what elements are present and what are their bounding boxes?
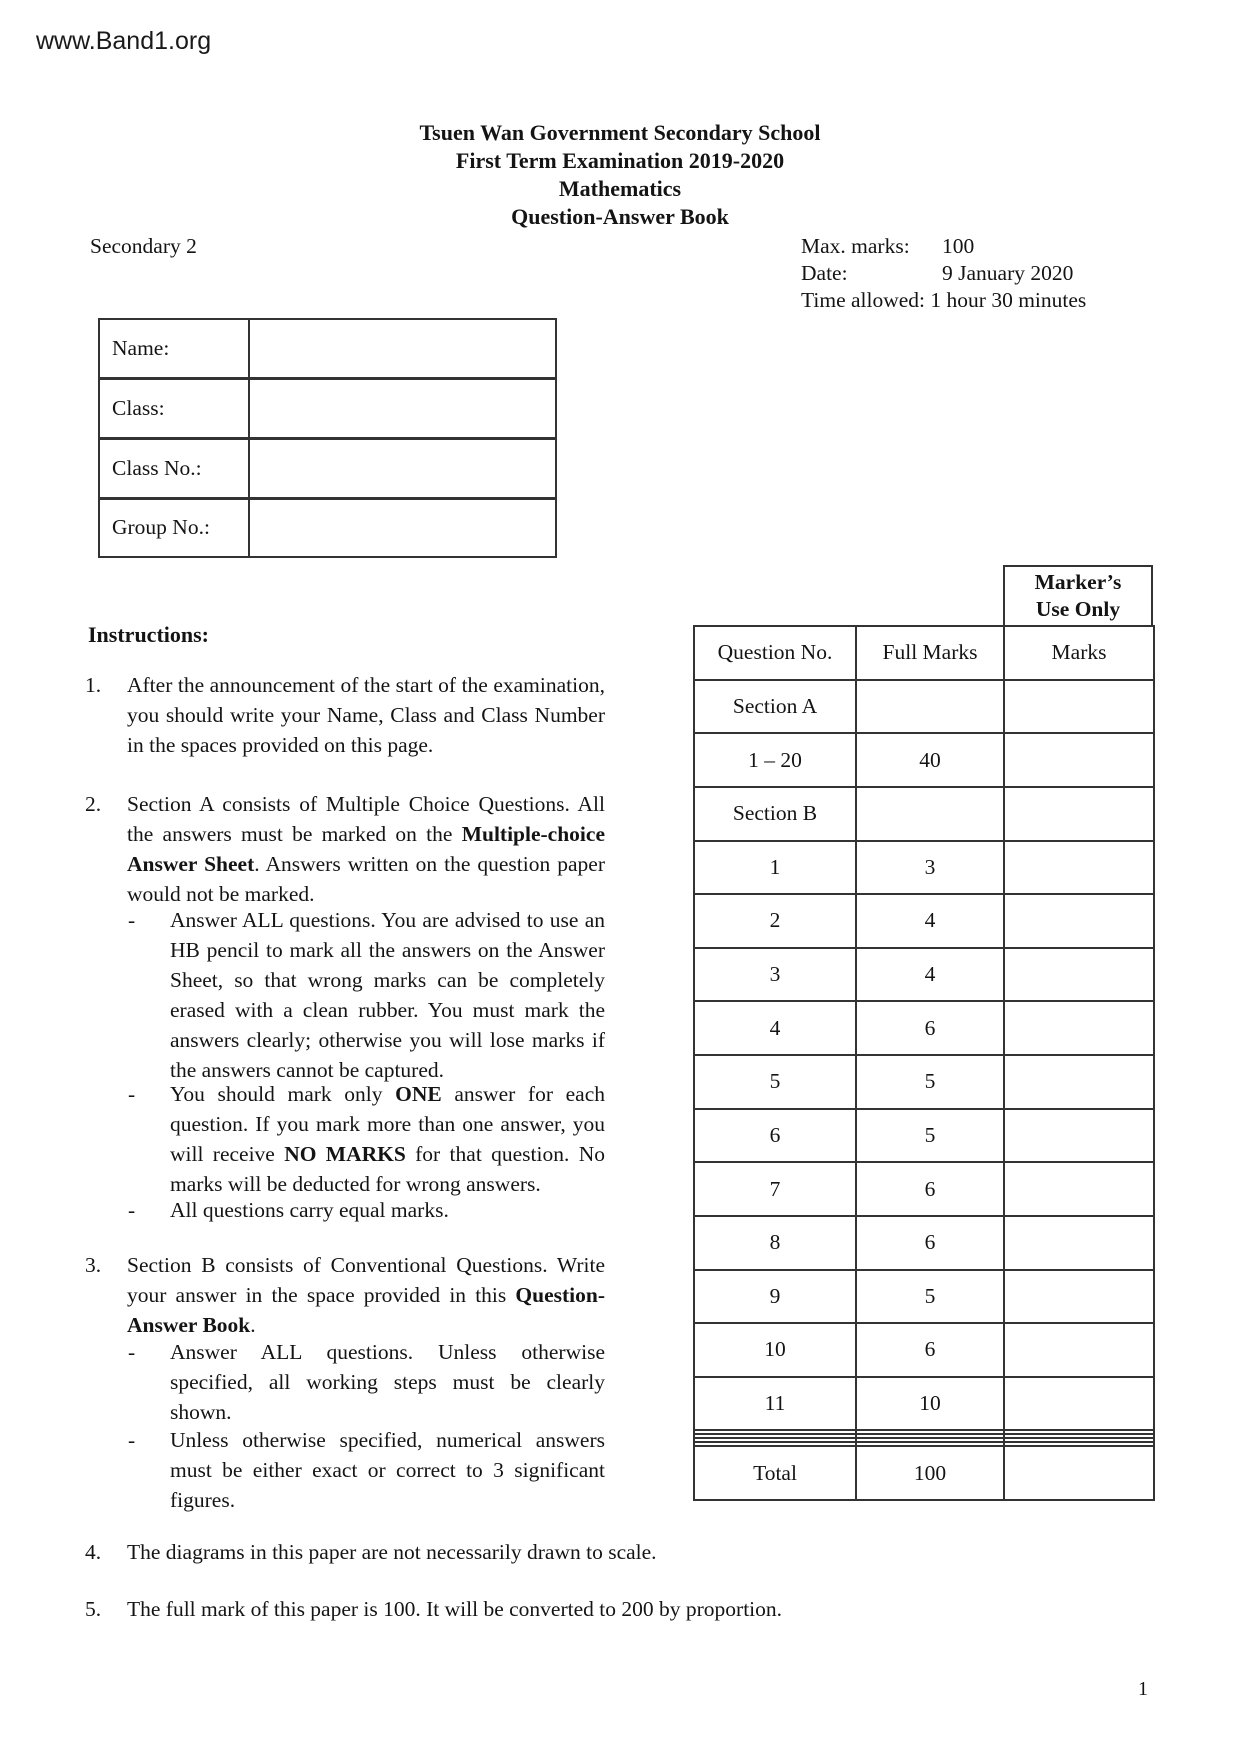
q-cell: 1 – 20 (694, 733, 856, 787)
full-cell: 6 (856, 1001, 1004, 1055)
marks-cell (1004, 1216, 1154, 1270)
full-cell: 10 (856, 1377, 1004, 1431)
marks-header-row (694, 626, 1154, 680)
q-cell: 8 (694, 1216, 856, 1270)
item-text (127, 1250, 605, 1340)
item-text (127, 789, 605, 909)
marks-row (694, 1377, 1154, 1431)
full-cell: 6 (856, 1216, 1004, 1270)
name-label: Name: (99, 319, 249, 378)
max-marks-row (801, 233, 1086, 260)
marks-cell (1004, 680, 1154, 734)
marks-cell (1004, 733, 1154, 787)
class-no-field (249, 438, 556, 498)
q-cell: 3 (694, 948, 856, 1002)
full-cell: 40 (856, 733, 1004, 787)
student-info-row-class (99, 378, 556, 438)
marks-row-total (694, 1446, 1154, 1500)
student-info-table (98, 318, 557, 558)
q-cell: 9 (694, 1270, 856, 1324)
header-marks: Marks (1004, 626, 1154, 680)
full-cell: 3 (856, 841, 1004, 895)
instructions-heading: Instructions: (88, 622, 210, 647)
date-label: Date: (801, 261, 848, 285)
marks-row (694, 1055, 1154, 1109)
marks-row (694, 1216, 1154, 1270)
bullet-text-run: All questions carry equal marks. (170, 1198, 449, 1222)
q-cell: Total (694, 1446, 856, 1500)
full-cell (856, 680, 1004, 734)
instruction-item-2 (85, 789, 605, 909)
marks-cell (1004, 948, 1154, 1002)
q-cell: 6 (694, 1109, 856, 1163)
student-info-row-class-no (99, 438, 556, 498)
instruction-bullet (128, 905, 605, 1085)
subject-title: Mathematics (558, 176, 682, 201)
exam-title: First Term Examination 2019-2020 (455, 148, 785, 173)
book-title: Question-Answer Book (511, 204, 729, 229)
bullet-text (170, 905, 605, 1085)
q-cell: 10 (694, 1323, 856, 1377)
item-text-run: The full mark of this paper is 100. It will be converted to 200 by proportion. (127, 1597, 783, 1621)
full-cell: 4 (856, 894, 1004, 948)
marks-row-section-b (694, 787, 1154, 841)
bullet-text-bold-run: ONE (395, 1082, 442, 1106)
header-question-no: Question No. (694, 626, 856, 680)
bullet-text (170, 1425, 605, 1515)
item-text (127, 670, 605, 760)
marks-row-section-a (694, 680, 1154, 734)
instruction-bullet (128, 1425, 605, 1515)
marks-row (694, 841, 1154, 895)
time-allowed-label: Time allowed: (801, 288, 926, 312)
q-cell: 4 (694, 1001, 856, 1055)
bullet-text (170, 1195, 605, 1225)
instruction-item-5 (85, 1594, 782, 1624)
full-cell: 6 (856, 1162, 1004, 1216)
marks-cell (1004, 1109, 1154, 1163)
time-allowed-row (801, 287, 1086, 314)
bullet-text-run: Answer ALL questions. Unless otherwise specified, all working steps must be clearly shown. (170, 1340, 605, 1424)
class-no-label: Class No.: (99, 438, 249, 498)
bullet-text-run: Unless otherwise specified, numerical answers must be either exact or correct to 3 significant figures. (170, 1428, 605, 1512)
marks-row (694, 1162, 1154, 1216)
student-info-row-group-no (99, 498, 556, 557)
marks-cell (1004, 1055, 1154, 1109)
item-text-bold-run: Multiple-choice Answer Sheet (127, 822, 605, 876)
max-marks-label: Max. marks: (801, 234, 910, 258)
instruction-bullet (128, 1337, 605, 1427)
marks-row (694, 1270, 1154, 1324)
marks-cell (1004, 894, 1154, 948)
bullet-text-bold-run: NO MARKS (284, 1142, 406, 1166)
date-row (801, 260, 1086, 287)
item-text-run: Section B consists of Conventional Questions. Write your answer in the space provided in this (127, 1253, 605, 1307)
marks-cell (1004, 1162, 1154, 1216)
item-text (127, 1537, 657, 1567)
bullet-text-run: for that question. No marks will be deducted for wrong answers. (170, 1142, 605, 1196)
item-text-run: The diagrams in this paper are not necessarily drawn to scale. (127, 1540, 657, 1564)
full-cell: 100 (856, 1446, 1004, 1500)
marks-table (693, 625, 1155, 1501)
q-cell: 1 (694, 841, 856, 895)
item-number: 3. (85, 1253, 102, 1277)
marks-cell (1004, 1270, 1154, 1324)
full-cell: 4 (856, 948, 1004, 1002)
time-allowed-value: 1 hour 30 minutes (930, 288, 1087, 312)
item-number: 5. (85, 1597, 102, 1621)
marks-row (694, 1323, 1154, 1377)
marks-row (694, 1001, 1154, 1055)
q-cell: Section A (694, 680, 856, 734)
group-no-label: Group No.: (99, 498, 249, 557)
q-cell: 7 (694, 1162, 856, 1216)
exam-info-block (801, 233, 1086, 314)
full-cell: 5 (856, 1270, 1004, 1324)
marks-cell (1004, 787, 1154, 841)
markers-use-only-line1: Marker’s (1034, 570, 1122, 594)
item-text-run: . (250, 1313, 256, 1337)
bullet-text-run: You should mark only (170, 1082, 396, 1106)
item-number: 2. (85, 792, 102, 816)
full-cell (856, 787, 1004, 841)
instruction-item-1 (85, 670, 605, 760)
name-field (249, 319, 556, 378)
marks-cell (1004, 1446, 1154, 1500)
bullet-dash: - (128, 908, 136, 932)
school-name: Tsuen Wan Government Secondary School (419, 120, 821, 145)
q-cell: 11 (694, 1377, 856, 1431)
bullet-dash: - (128, 1198, 136, 1222)
bullet-text (170, 1337, 605, 1427)
bullet-text (170, 1079, 605, 1199)
instruction-item-3 (85, 1250, 605, 1340)
class-label: Class: (99, 378, 249, 438)
bullet-text-run: Answer ALL questions. You are advised to use an HB pencil to mark all the answers on the Answer Sheet, so that wrong marks can be completely erased with a clean rubber. You must mark the answers clearly; otherwise you will lose marks if the answers cannot be captured. (170, 908, 605, 1082)
markers-use-only-box (1003, 565, 1153, 627)
full-cell: 5 (856, 1109, 1004, 1163)
item-text-run: After the announcement of the start of the examination, you should write your Name, Class and Class Number in the spaces provided on this page. (127, 673, 605, 757)
q-cell: 2 (694, 894, 856, 948)
marks-cell (1004, 1377, 1154, 1431)
instruction-bullet (128, 1195, 605, 1225)
item-number: 4. (85, 1540, 102, 1564)
marks-row (694, 894, 1154, 948)
marks-row (694, 948, 1154, 1002)
bullet-text-run: answer for each question. If you mark more than one answer, you will receive (170, 1082, 605, 1166)
title-block (0, 119, 1240, 231)
header-full-marks: Full Marks (856, 626, 1004, 680)
marks-cell (1004, 1001, 1154, 1055)
date-value: 9 January 2020 (942, 261, 1074, 285)
student-info-row-name (99, 319, 556, 378)
group-no-field (249, 498, 556, 557)
full-cell: 6 (856, 1323, 1004, 1377)
markers-use-only-line2: Use Only (1035, 597, 1121, 621)
site-watermark: www.Band1.org (36, 27, 212, 55)
max-marks-value: 100 (942, 234, 975, 258)
bullet-dash: - (128, 1082, 136, 1106)
item-text-run: . Answers written on the question paper would not be marked. (127, 852, 605, 906)
page-number: 1 (1138, 1678, 1148, 1700)
full-cell: 5 (856, 1055, 1004, 1109)
item-text (127, 1594, 782, 1624)
item-number: 1. (85, 673, 102, 697)
instruction-bullet (128, 1079, 605, 1199)
q-cell: Section B (694, 787, 856, 841)
q-cell: 5 (694, 1055, 856, 1109)
bullet-dash: - (128, 1340, 136, 1364)
item-text-bold-run: Question-Answer Book (127, 1283, 605, 1337)
marks-cell (1004, 1323, 1154, 1377)
class-field (249, 378, 556, 438)
item-text-run: Section A consists of Multiple Choice Questions. All the answers must be marked on the (127, 792, 605, 846)
marks-row-1-20 (694, 733, 1154, 787)
marks-cell (1004, 841, 1154, 895)
form-level: Secondary 2 (90, 234, 197, 258)
instruction-item-4 (85, 1537, 657, 1567)
marks-row (694, 1109, 1154, 1163)
bullet-dash: - (128, 1428, 136, 1452)
